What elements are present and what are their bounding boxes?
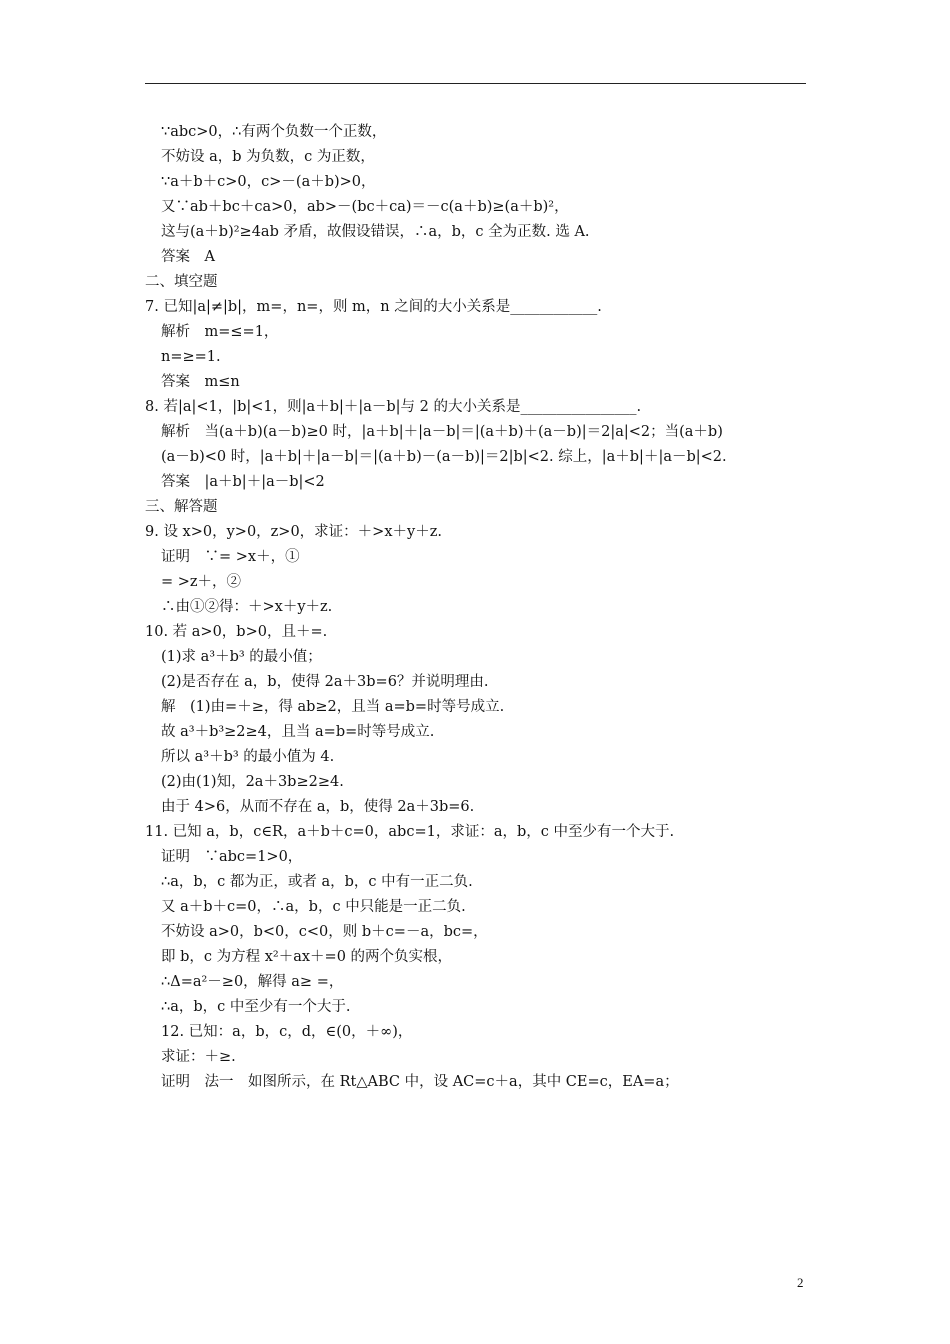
text-line: 9. 设 x>0，y>0，z>0，求证：＋>x＋y＋z.: [145, 524, 442, 540]
text-line: 解析 m=≤=1，: [161, 324, 279, 340]
text-line: 解析 当(a＋b)(a－b)≥0 时，|a＋b|＋|a－b|＝|(a＋b)＋(a－b)|＝2|a|<2；当(a＋b): [161, 424, 723, 440]
document-body: [145, 120, 810, 1095]
text-line: (2)由(1)知，2a＋3b≥2≥4.: [161, 774, 344, 790]
text-line: 答案 |a＋b|＋|a－b|<2: [161, 474, 325, 490]
text-line: (a－b)<0 时，|a＋b|＋|a－b|＝|(a＋b)－(a－b)|＝2|b|<2. 综上，|a＋b|＋|a－b|<2.: [161, 449, 727, 465]
text-line: 8. 若|a|<1，|b|<1，则|a＋b|＋|a－b|与 2 的大小关系是________________.: [145, 399, 642, 415]
text-line: n=≥=1.: [161, 349, 221, 365]
header-rule: [145, 83, 806, 84]
text-line: 这与(a＋b)²≥4ab 矛盾，故假设错误，∴a，b，c 全为正数. 选 A.: [161, 224, 590, 240]
text-line: 求证：＋≥.: [161, 1049, 236, 1065]
page-number: 2: [797, 1275, 804, 1290]
text-line: ∴Δ=a²－≥0，解得 a≥ =，: [161, 974, 344, 990]
text-line: 三、解答题: [145, 499, 218, 515]
text-line: 11. 已知 a，b，c∈R，a＋b＋c=0，abc=1，求证：a，b，c 中至少有一个大于.: [145, 824, 675, 840]
text-line: 故 a³＋b³≥2≥4，且当 a=b=时等号成立.: [161, 724, 435, 740]
text-line: 证明 法一 如图所示，在 Rt△ABC 中，设 AC=c＋a，其中 CE=c，EA=a；: [161, 1074, 679, 1090]
text-line: 12. 已知：a，b，c，d，∈(0，＋∞)，: [161, 1024, 413, 1040]
text-line: 答案 m≤n: [161, 374, 240, 390]
text-line: 答案 A: [161, 249, 215, 265]
text-line: 即 b，c 为方程 x²＋ax＋=0 的两个负实根，: [161, 949, 453, 965]
text-line: 所以 a³＋b³ 的最小值为 4.: [161, 749, 335, 765]
text-line: 证明 ∵abc=1>0，: [161, 849, 303, 865]
text-line: ∴a，b，c 都为正，或者 a，b，c 中有一正二负.: [161, 874, 473, 890]
text-line: ∵a＋b＋c>0，c>－(a＋b)>0，: [161, 174, 376, 190]
text-line: 证明 ∵= >x＋，①: [161, 549, 300, 565]
text-line: 解 (1)由=＋≥，得 ab≥2，且当 a=b=时等号成立.: [161, 699, 505, 715]
text-line: 又 a＋b＋c=0，∴a，b，c 中只能是一正二负.: [161, 899, 466, 915]
text-line: 不妨设 a>0，b<0，c<0，则 b＋c=－a，bc=，: [161, 924, 488, 940]
text-line: 7. 已知|a|≠|b|，m=，n=，则 m，n 之间的大小关系是____________.: [145, 299, 602, 315]
text-line: (1)求 a³＋b³ 的最小值；: [161, 649, 322, 665]
text-line: 又∵ab＋bc＋ca>0，ab>－(bc＋ca)＝－c(a＋b)≥(a＋b)²，: [161, 199, 569, 215]
text-line: ∵abc>0，∴有两个负数一个正数，: [161, 124, 387, 140]
text-line: = >z＋，②: [161, 574, 242, 590]
text-line: 由于 4>6，从而不存在 a，b，使得 2a＋3b=6.: [161, 799, 475, 815]
text-line: 10. 若 a>0，b>0，且＋=.: [145, 624, 328, 640]
text-line: ∴由①②得：＋>x＋y＋z.: [161, 599, 333, 615]
text-line: 二、填空题: [145, 274, 218, 290]
text-line: (2)是否存在 a，b，使得 2a＋3b=6？并说明理由.: [161, 674, 489, 690]
text-line: 不妨设 a，b 为负数，c 为正数，: [161, 149, 375, 165]
text-line: ∴a，b，c 中至少有一个大于.: [161, 999, 351, 1015]
